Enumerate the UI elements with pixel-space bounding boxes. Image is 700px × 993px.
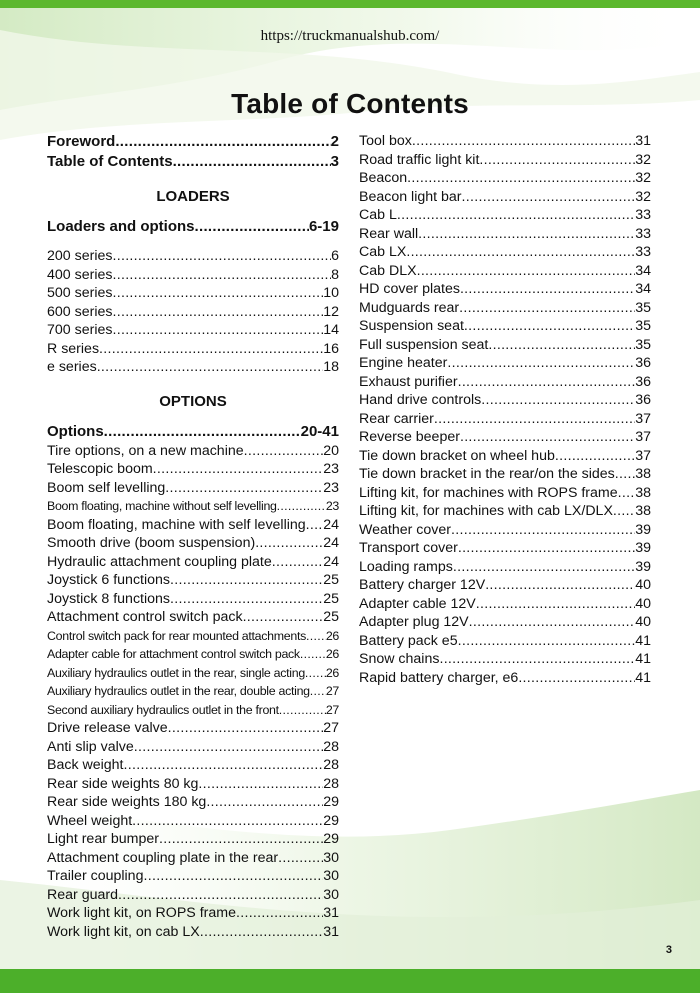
toc-entry-label: Light rear bumper (47, 831, 159, 847)
toc-entry-page: 26 (325, 647, 339, 661)
dot-leader (306, 627, 326, 646)
toc-entry-label: Suspension seat (359, 318, 464, 334)
toc-entry[interactable] (359, 188, 651, 207)
toc-entry[interactable] (359, 225, 651, 244)
toc-entry-page: 29 (323, 831, 339, 847)
toc-entry-page: 24 (323, 516, 339, 533)
toc-entry-page: 35 (635, 299, 651, 316)
toc-entry[interactable] (359, 576, 651, 595)
toc-entry-page: 33 (635, 244, 651, 260)
toc-entry[interactable] (359, 336, 651, 355)
toc-entry-page: 27 (325, 684, 339, 698)
toc-entry-page: 40 (635, 595, 651, 612)
toc-entry-page: 38 (635, 466, 651, 482)
toc-entry-page: 37 (635, 447, 651, 464)
toc-entry[interactable] (359, 151, 651, 170)
toc-entry[interactable] (359, 558, 651, 577)
toc-entry[interactable] (47, 793, 339, 812)
toc-entry-page: 10 (323, 285, 339, 301)
dot-leader (206, 793, 323, 812)
dot-leader (412, 132, 635, 151)
toc-entry[interactable] (359, 632, 651, 651)
dot-leader (278, 849, 323, 868)
toc-entry[interactable] (47, 590, 339, 609)
toc-entry-label: Table of Contents (47, 153, 173, 170)
dot-leader (407, 169, 635, 188)
dot-leader (134, 738, 323, 757)
toc-entry-label: Joystick 6 functions (47, 572, 171, 588)
dot-leader (198, 775, 323, 794)
toc-entry-label: Foreword (47, 133, 116, 150)
dot-leader (195, 217, 309, 237)
dot-leader (485, 576, 635, 595)
toc-entry[interactable] (47, 701, 339, 720)
page-title: Table of Contents (231, 88, 469, 119)
dot-leader (112, 247, 331, 266)
toc-entry-label: Hydraulic attachment coupling plate (47, 553, 272, 570)
toc-entry-label: Battery charger 12V (359, 577, 486, 593)
toc-entry-label: Tie down bracket in the rear/on the sides (359, 466, 615, 482)
toc-entry-page: 37 (635, 429, 651, 445)
toc-entry-label: Smooth drive (boom suspension) (47, 535, 256, 551)
toc-entry[interactable] (47, 152, 339, 172)
toc-entry-page: 32 (635, 188, 651, 205)
toc-entry[interactable] (47, 442, 339, 461)
toc-entry-page: 18 (323, 359, 339, 375)
spacer (47, 377, 339, 392)
toc-entry-page: 28 (323, 775, 339, 792)
toc-entry-label: Adapter plug 12V (359, 614, 469, 630)
dot-leader (112, 266, 331, 285)
toc-entry[interactable] (47, 266, 339, 285)
toc-entry-page: 20 (323, 442, 339, 459)
toc-entry-page: 35 (635, 318, 651, 334)
toc-entry-page: 30 (323, 886, 339, 903)
toc-entry-page: 39 (635, 558, 651, 575)
toc-entry-page: 34 (635, 281, 651, 297)
dot-leader (300, 645, 326, 664)
toc-entry[interactable] (47, 303, 339, 322)
toc-entry-page: 40 (635, 614, 651, 630)
toc-entry-page: 14 (323, 322, 339, 338)
toc-entry-label: Back weight (47, 757, 124, 773)
toc-entry-label: Boom floating, machine without self levelling (47, 499, 277, 513)
toc-entry-label: Adapter cable 12V (359, 595, 476, 612)
toc-entry-page: 41 (635, 669, 651, 686)
dot-leader (243, 608, 324, 627)
section-heading: OPTIONS (159, 392, 227, 410)
toc-entry-label: Control switch pack for rear mounted attachments (47, 628, 307, 643)
toc-entry-label: Cab L (359, 207, 397, 223)
toc-entry-label: Cab LX (359, 244, 407, 260)
toc-entry[interactable] (359, 206, 651, 225)
toc-left-column (47, 132, 339, 941)
dot-leader (115, 132, 330, 152)
dot-leader (124, 756, 324, 775)
toc-entry-label: Wheel weight (47, 812, 133, 829)
toc-entry[interactable] (359, 132, 651, 151)
toc-entry[interactable] (359, 595, 651, 614)
toc-entry[interactable] (47, 682, 339, 701)
toc-entry[interactable] (359, 669, 651, 688)
toc-entry-label: Rear side weights 180 kg (47, 794, 207, 810)
toc-entry-label: 200 series (47, 248, 113, 264)
toc-entry[interactable] (47, 132, 339, 152)
toc-entry[interactable] (47, 645, 339, 664)
dot-leader (170, 571, 323, 590)
toc-entry-label: Auxiliary hydraulics outlet in the rear, single acting (47, 665, 305, 680)
toc-entry-label: Hand drive controls (359, 392, 482, 408)
toc-entry-label: Weather cover (359, 521, 451, 538)
toc-entry[interactable] (47, 217, 339, 237)
toc-entry[interactable] (47, 627, 339, 646)
toc-entry-page: 6 (331, 248, 339, 264)
toc-entry-page: 28 (323, 757, 339, 773)
toc-entry-label: Auxiliary hydraulics outlet in the rear, double acting (47, 684, 310, 698)
toc-entry[interactable] (359, 521, 651, 540)
toc-entry[interactable] (47, 738, 339, 757)
toc-entry[interactable] (359, 465, 651, 484)
toc-entry[interactable] (359, 299, 651, 318)
toc-entry[interactable] (47, 422, 339, 442)
dot-leader (615, 465, 635, 484)
toc-entry-label: Boom floating, machine with self levelling (47, 516, 306, 533)
toc-entry-page: 26 (325, 665, 339, 680)
toc-entry[interactable] (47, 830, 339, 849)
dot-leader (244, 442, 324, 461)
dot-leader (481, 391, 635, 410)
toc-entry-label: Exhaust purifier (359, 373, 458, 390)
toc-entry-label: Road traffic light kit (359, 151, 480, 168)
toc-entry[interactable] (47, 923, 339, 942)
dot-leader (417, 262, 636, 281)
toc-entry-page: 32 (635, 151, 651, 168)
toc-entry-label: Rear guard (47, 886, 118, 903)
dot-leader (459, 299, 635, 318)
spacer (47, 207, 339, 217)
toc-entry[interactable] (359, 447, 651, 466)
dot-leader (460, 428, 635, 447)
toc-entry[interactable] (47, 284, 339, 303)
toc-entry-page: 24 (323, 535, 339, 551)
toc-entry[interactable] (359, 613, 651, 632)
toc-entry-label: Beacon (359, 170, 408, 186)
toc-entry-label: Snow chains (359, 651, 440, 667)
dot-leader (613, 502, 635, 521)
toc-entry[interactable] (47, 479, 339, 498)
toc-entry-label: Work light kit, on cab LX (47, 923, 200, 940)
toc-entry-label: Transport cover (359, 540, 458, 556)
toc-entry[interactable] (47, 608, 339, 627)
toc-entry[interactable] (359, 428, 651, 447)
toc-entry-label: e series (47, 359, 97, 375)
toc-right-column (359, 132, 651, 687)
toc-entry-label: Mudguards rear (359, 299, 460, 316)
toc-entry-page: 31 (323, 905, 339, 921)
toc-entry[interactable] (47, 719, 339, 738)
dot-leader (458, 632, 636, 651)
toc-entry-label: Tool box (359, 133, 412, 149)
toc-entry-page: 25 (323, 609, 339, 625)
toc-entry-label: Boom self levelling (47, 479, 166, 496)
dot-leader (159, 830, 323, 849)
toc-entry-page: 27 (325, 702, 339, 717)
dot-leader (143, 867, 323, 886)
dot-leader (462, 188, 636, 207)
dot-leader (272, 553, 323, 572)
toc-entry-label: Adapter cable for attachment control switch pack (47, 647, 300, 661)
toc-entry-label: Lifting kit, for machines with cab LX/DLX (359, 503, 613, 519)
toc-entry-page: 33 (635, 225, 651, 242)
section-heading: LOADERS (156, 188, 230, 205)
toc-entry-page: 41 (635, 651, 651, 667)
dot-leader (453, 558, 635, 577)
toc-entry-page: 8 (331, 266, 339, 283)
toc-entry-page: 29 (323, 794, 339, 810)
dot-leader (434, 410, 635, 429)
toc-entry-page: 28 (323, 738, 339, 755)
spacer (47, 412, 339, 422)
toc-entry[interactable] (359, 354, 651, 373)
spacer (47, 172, 339, 187)
bottom-green-bar (0, 969, 700, 993)
toc-entry-label: Joystick 8 functions (47, 590, 171, 607)
toc-entry-label: Battery pack e5 (359, 632, 458, 649)
toc-entry-page: 25 (323, 590, 339, 607)
dot-leader (104, 422, 301, 442)
toc-entry[interactable] (47, 775, 339, 794)
toc-entry-label: Reverse beeper (359, 429, 460, 445)
toc-entry-label: 400 series (47, 266, 113, 283)
dot-leader (305, 664, 326, 683)
toc-entry-page: 23 (325, 499, 339, 513)
dot-leader (132, 812, 323, 831)
toc-entry[interactable] (359, 502, 651, 521)
toc-entry-page: 36 (635, 392, 651, 408)
toc-entry-label: Engine heater (359, 355, 448, 371)
dot-leader (112, 321, 323, 340)
toc-entry-label: Loading ramps (359, 558, 453, 575)
toc-entry-page: 3 (330, 153, 339, 170)
toc-entry[interactable] (359, 373, 651, 392)
toc-entry-page: 39 (635, 521, 651, 538)
toc-entry-label: Lifting kit, for machines with ROPS frame (359, 484, 618, 501)
toc-entry[interactable] (359, 650, 651, 669)
toc-entry-page: 41 (635, 632, 651, 649)
dot-leader (418, 225, 635, 244)
dot-leader (476, 595, 635, 614)
toc-entry[interactable] (47, 756, 339, 775)
dot-leader (618, 484, 636, 503)
toc-entry[interactable] (359, 410, 651, 429)
toc-entry-page: 23 (323, 461, 339, 477)
dot-leader (451, 521, 635, 540)
toc-entry-page: 32 (635, 170, 651, 186)
toc-entry-page: 39 (635, 540, 651, 556)
toc-entry[interactable] (47, 849, 339, 868)
dot-leader (406, 243, 635, 262)
toc-entry-page: 2 (330, 133, 339, 150)
dot-leader (518, 669, 635, 688)
toc-entry[interactable] (47, 497, 339, 516)
toc-entry-label: 500 series (47, 285, 113, 301)
toc-entry-page: 36 (635, 373, 651, 390)
dot-leader (97, 358, 324, 377)
toc-entry[interactable] (359, 262, 651, 281)
toc-entry[interactable] (47, 247, 339, 266)
toc-entry-label: Attachment coupling plate in the rear (47, 849, 279, 866)
toc-entry-page: 25 (323, 572, 339, 588)
dot-leader (439, 650, 635, 669)
dot-leader (460, 280, 635, 299)
dot-leader (112, 303, 323, 322)
toc-entry-page: 6-19 (308, 218, 339, 235)
toc-entry-page: 30 (323, 849, 339, 866)
toc-entry[interactable] (359, 243, 651, 262)
toc-entry-label: Loaders and options (47, 218, 195, 235)
toc-entry[interactable] (47, 664, 339, 683)
dot-leader (458, 373, 636, 392)
toc-entry-label: Rear side weights 80 kg (47, 775, 199, 792)
toc-entry[interactable] (47, 358, 339, 377)
toc-entry-label: Trailer coupling (47, 868, 144, 884)
toc-entry-page: 31 (323, 923, 339, 940)
toc-entry-page: 27 (323, 720, 339, 736)
dot-leader (447, 354, 635, 373)
toc-entry[interactable] (359, 539, 651, 558)
toc-entry[interactable] (47, 340, 339, 359)
page-number: 3 (665, 944, 672, 956)
toc-entry-label: Tire options, on a new machine (47, 442, 244, 459)
dot-leader (464, 317, 635, 336)
toc-entry-page: 35 (635, 336, 651, 353)
dot-leader (153, 460, 324, 479)
toc-entry-page: 36 (635, 355, 651, 371)
toc-entry[interactable] (359, 391, 651, 410)
toc-entry[interactable] (47, 553, 339, 572)
toc-entry-page: 20-41 (300, 422, 339, 440)
toc-entry-label: Rear wall (359, 225, 419, 242)
toc-entry-label: Rear carrier (359, 410, 434, 427)
toc-entry[interactable] (359, 317, 651, 336)
toc-entry[interactable] (47, 812, 339, 831)
toc-entry-label: Attachment control switch pack (47, 609, 243, 625)
dot-leader (99, 340, 323, 359)
toc-entry[interactable] (47, 516, 339, 535)
toc-entry-page: 38 (635, 503, 651, 519)
dot-leader (165, 479, 323, 498)
toc-entry-page: 23 (323, 479, 339, 496)
toc-entry-page: 12 (323, 303, 339, 320)
toc-entry-page: 40 (635, 577, 651, 593)
dot-leader (173, 152, 331, 172)
toc-entry-label: 600 series (47, 303, 113, 320)
dot-leader (277, 497, 326, 516)
dot-leader (397, 206, 635, 225)
toc-entry[interactable] (47, 534, 339, 553)
dot-leader (555, 447, 635, 466)
toc-entry-label: Full suspension seat (359, 336, 489, 353)
dot-leader (310, 682, 326, 701)
source-url[interactable]: https://truckmanualshub.com/ (260, 28, 440, 44)
toc-entry-label: Anti slip valve (47, 738, 134, 755)
toc-entry-label: HD cover plates (359, 281, 460, 297)
dot-leader (306, 516, 324, 535)
toc-entry-label: Drive release valve (47, 720, 168, 736)
toc-entry-page: 37 (635, 410, 651, 427)
toc-entry[interactable] (47, 460, 339, 479)
dot-leader (168, 719, 324, 738)
dot-leader (488, 336, 635, 355)
dot-leader (118, 886, 323, 905)
toc-entry[interactable] (47, 886, 339, 905)
toc-entry-label: Tie down bracket on wheel hub (359, 447, 555, 464)
top-green-bar (0, 0, 700, 8)
toc-entry-page: 38 (635, 484, 651, 501)
toc-entry-label: Second auxiliary hydraulics outlet in the front (47, 702, 279, 717)
dot-leader (200, 923, 324, 942)
toc-entry-page: 33 (635, 207, 651, 223)
toc-entry-label: Beacon light bar (359, 188, 462, 205)
toc-entry[interactable] (359, 169, 651, 188)
toc-entry-page: 29 (323, 812, 339, 829)
toc-entry[interactable] (47, 904, 339, 923)
toc-entry-label: 700 series (47, 322, 113, 338)
toc-entry-label: Cab DLX (359, 262, 417, 279)
dot-leader (479, 151, 635, 170)
toc-entry-label: Rapid battery charger, e6 (359, 669, 519, 686)
toc-entry-page: 30 (323, 868, 339, 884)
spacer (47, 237, 339, 247)
toc-entry-label: Options (47, 422, 104, 440)
toc-entry-page: 24 (323, 553, 339, 570)
toc-entry-page: 34 (635, 262, 651, 279)
dot-leader (279, 701, 326, 720)
toc-entry-label: R series (47, 340, 100, 357)
toc-entry-label: Telescopic boom (47, 461, 153, 477)
dot-leader (469, 613, 636, 632)
dot-leader (255, 534, 323, 553)
toc-entry-page: 26 (325, 628, 339, 643)
toc-entry[interactable] (359, 280, 651, 299)
toc-entry[interactable] (47, 867, 339, 886)
dot-leader (170, 590, 323, 609)
toc-entry[interactable] (47, 571, 339, 590)
dot-leader (112, 284, 323, 303)
toc-entry-page: 31 (635, 133, 651, 149)
dot-leader (236, 904, 323, 923)
toc-entry-page: 16 (323, 340, 339, 357)
toc-entry-label: Work light kit, on ROPS frame (47, 905, 236, 921)
dot-leader (458, 539, 635, 558)
toc-entry[interactable] (359, 484, 651, 503)
toc-entry[interactable] (47, 321, 339, 340)
